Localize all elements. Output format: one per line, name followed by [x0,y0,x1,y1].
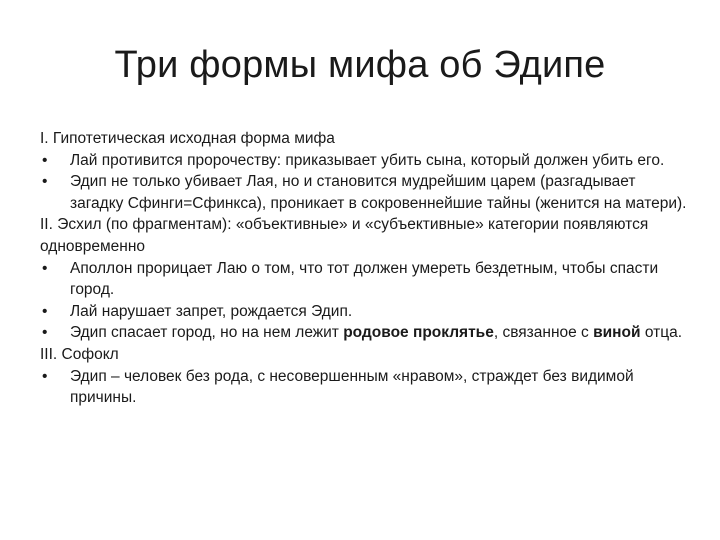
emphasis-guilt: виной [593,324,641,342]
list-item [40,150,690,172]
list-item [40,322,690,344]
slide-body [40,128,690,409]
text-run: Эдип спасает город, но на нем лежит [70,324,344,342]
text-run: отца. [640,324,683,342]
bullet-glyph: • [42,151,48,169]
slide-title: Три формы мифа об Эдипе [114,44,606,86]
list-item-text: Эдип не только убивает Лая, но и становится мудрейшим царем (разгадывает загадку Сфинги=Сфинкса), проникает в сокровеннейшие тайны (женится на матери). [70,173,687,212]
list-item-text: Лай нарушает запрет, рождается Эдип. [70,302,353,320]
text-run: , связанное с [493,324,594,342]
section-heading-1: I. Гипотетическая исходная форма мифа [40,130,335,147]
section-heading-2: II. Эсхил (по фрагментам): «объективные» и «субъективные» категории появляются одновременно [40,216,649,255]
list-item [40,301,690,323]
list-item [40,258,690,301]
section-heading-3: III. Софокл [40,345,119,363]
list-item-text: Лай противится пророчеству: приказывает убить сына, который должен убить его. [70,151,665,169]
bullet-glyph: • [42,259,48,277]
bullet-glyph: • [42,367,48,385]
emphasis-generational-curse: родовое проклятье [343,324,494,342]
list-item-text: Аполлон прорицает Лаю о том, что тот должен умереть бездетным, чтобы спасти город. [70,259,659,299]
bullet-glyph: • [42,324,48,342]
bullet-glyph: • [42,173,48,191]
list-item [40,171,690,214]
list-item [40,366,690,409]
list-item-text [70,322,690,344]
list-item-text: Эдип – человек без рода, с несовершенным «нравом», страждет без видимой причины. [70,367,634,407]
bullet-glyph: • [42,302,48,320]
